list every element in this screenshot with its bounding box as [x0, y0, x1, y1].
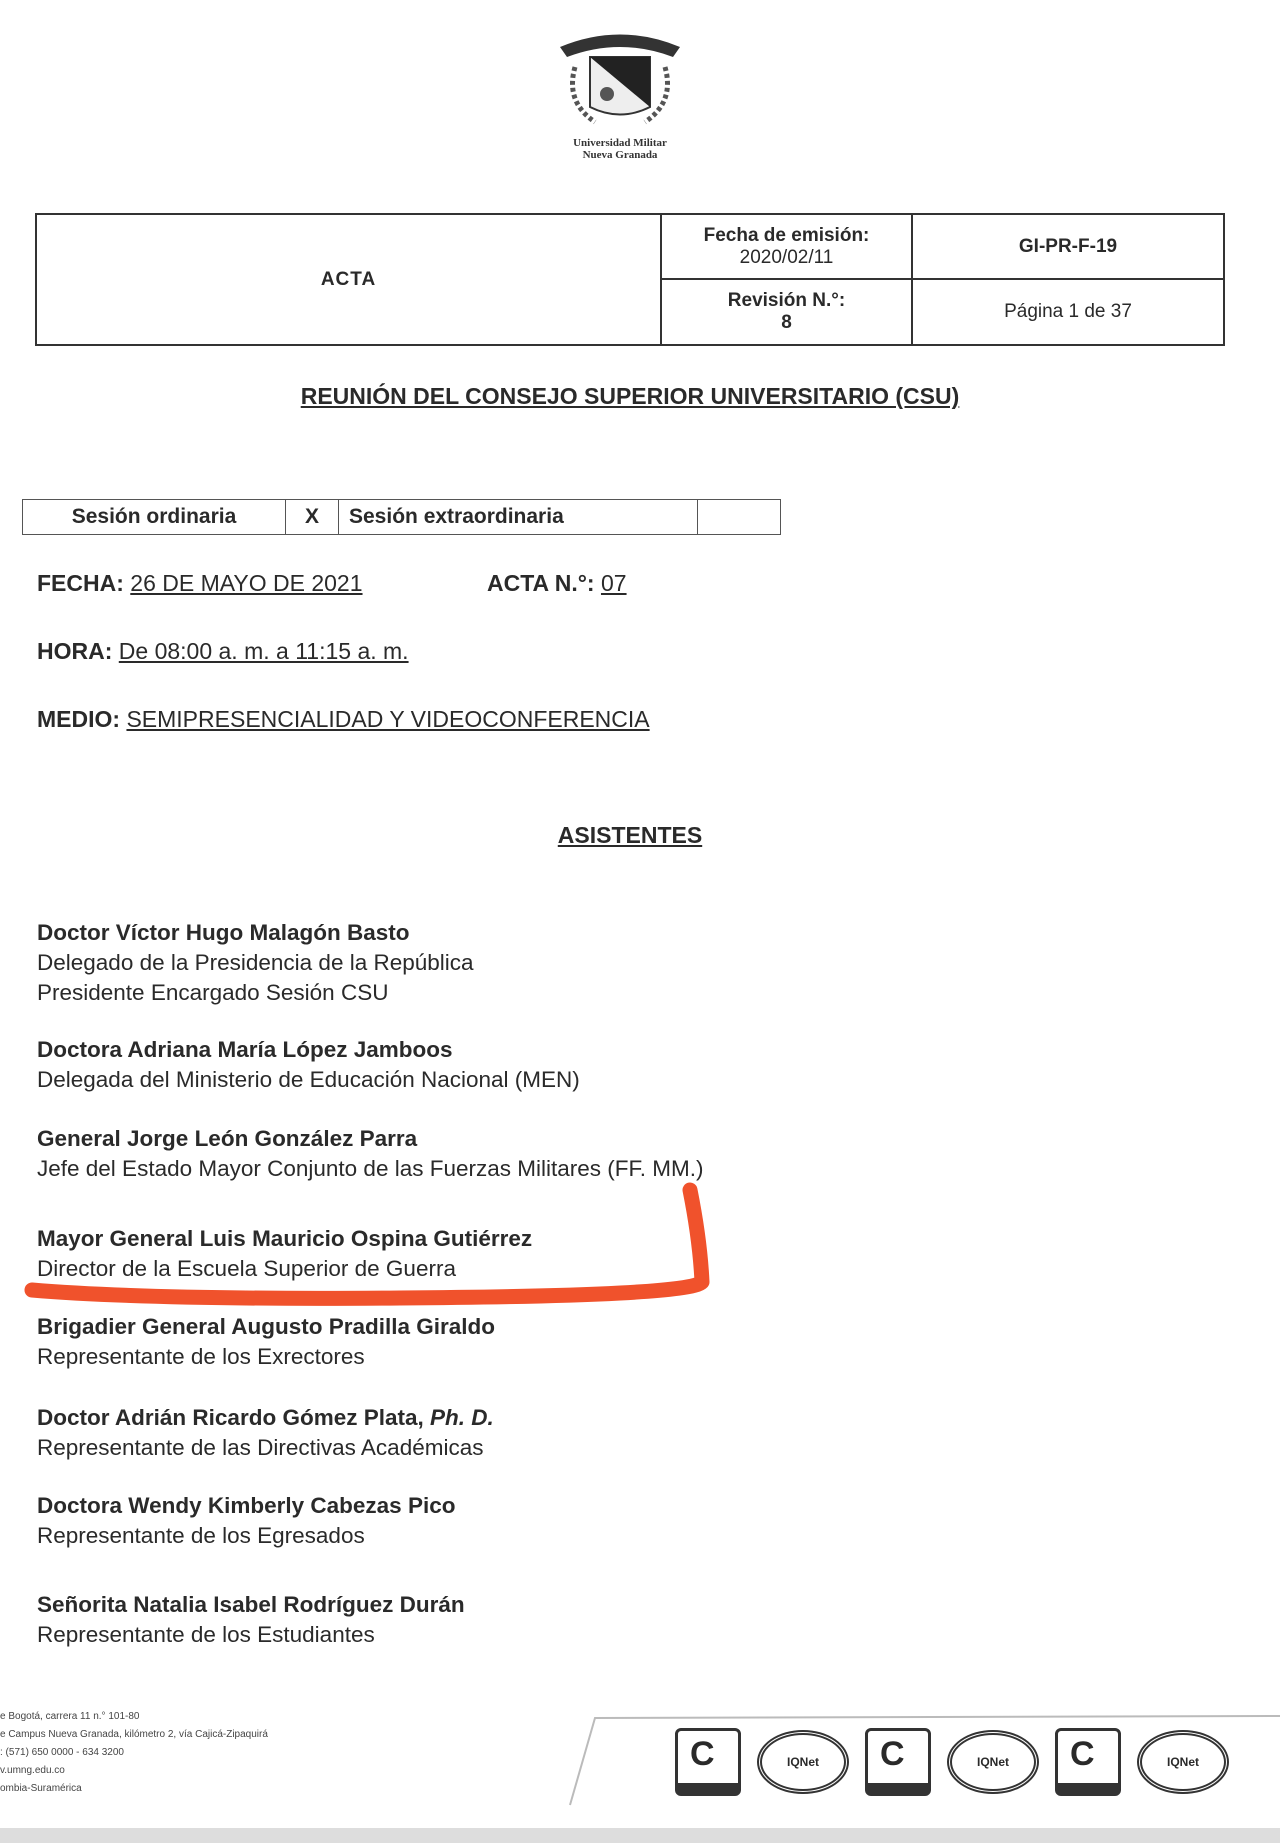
bottom-gray-bar — [0, 1828, 1280, 1843]
iqnet-badge-icon: IQNet — [757, 1730, 849, 1794]
footer-line: e Campus Nueva Granada, kilómetro 2, vía Cajicá-Zipaquirá — [0, 1729, 268, 1740]
time-value: De 08:00 a. m. a 11:15 a. m. — [118, 638, 409, 664]
medium-value: SEMIPRESENCIALIDAD Y VIDEOCONFERENCIA — [126, 706, 650, 732]
attendee-name: General Jorge León González Parra — [37, 1126, 418, 1151]
attendee-role: Representante de los Egresados — [37, 1523, 365, 1548]
revision-label: Revisión N.°: — [727, 290, 846, 311]
attendee-name: Mayor General Luis Mauricio Ospina Gutiérrez — [37, 1226, 533, 1251]
icontec-badge-icon: C — [865, 1728, 931, 1796]
iqnet-badge-icon: IQNet — [1137, 1730, 1229, 1794]
icontec-badge-icon: C — [675, 1728, 741, 1796]
footer-line: ombia-Suramérica — [0, 1783, 82, 1794]
document-type: ACTA — [36, 214, 661, 345]
logo-line-1: Universidad Militar — [573, 137, 667, 149]
attendee-role: Delegado de la Presidencia de la República — [37, 950, 474, 975]
icontec-badge-icon: C — [1055, 1728, 1121, 1796]
attendee-name: Doctora Adriana María López Jamboos — [37, 1037, 453, 1062]
attendee-name: Doctor Adrián Ricardo Gómez Plata, — [37, 1405, 424, 1430]
attendee-role: Jefe del Estado Mayor Conjunto de las Fuerzas Militares (FF. MM.) — [37, 1156, 704, 1181]
revision-number: 8 — [781, 312, 792, 333]
date-value: 26 DE MAYO DE 2021 — [130, 570, 363, 596]
certification-badges — [675, 1728, 1229, 1796]
session-ordinary-label: Sesión ordinaria — [23, 500, 286, 535]
attendees-heading: ASISTENTES — [557, 822, 703, 848]
footer-line: v.umng.edu.co — [0, 1765, 65, 1776]
attendee-role: Delegada del Ministerio de Educación Nacional (MEN) — [37, 1067, 580, 1092]
date-label: FECHA: — [37, 570, 124, 596]
session-ordinary-mark: X — [286, 500, 339, 535]
page-number: Página 1 de 37 — [912, 279, 1224, 345]
meeting-title: REUNIÓN DEL CONSEJO SUPERIOR UNIVERSITARIO (CSU) — [300, 383, 960, 409]
footer-line: e Bogotá, carrera 11 n.° 101-80 — [0, 1711, 140, 1722]
iqnet-badge-icon: IQNet — [947, 1730, 1039, 1794]
footer-line: : (571) 650 0000 - 634 3200 — [0, 1747, 124, 1758]
issue-date-label: Fecha de emisión: — [703, 224, 870, 246]
attendee-degree: Ph. D. — [430, 1405, 494, 1430]
footer-address — [0, 1708, 268, 1798]
attendee-name: Doctor Víctor Hugo Malagón Basto — [37, 920, 410, 945]
logo-line-2: Nueva Granada — [582, 149, 658, 161]
medium-label: MEDIO: — [37, 706, 121, 732]
issue-date: 2020/02/11 — [739, 246, 834, 268]
attendee-name: Señorita Natalia Isabel Rodríguez Durán — [37, 1592, 465, 1617]
attendee-name: Brigadier General Augusto Pradilla Giraldo — [37, 1314, 496, 1339]
attendee-role: Representante de las Directivas Académicas — [37, 1435, 484, 1460]
acta-number-value: 07 — [600, 570, 627, 596]
session-extraordinary-label: Sesión extraordinaria — [339, 500, 698, 535]
attendee-role: Representante de los Exrectores — [37, 1344, 365, 1369]
attendee-role: Presidente Encargado Sesión CSU — [37, 980, 389, 1005]
attendee-name: Doctora Wendy Kimberly Cabezas Pico — [37, 1493, 456, 1518]
attendee-role: Representante de los Estudiantes — [37, 1622, 375, 1647]
acta-number-label: ACTA N.°: — [487, 570, 595, 596]
attendee-role: Director de la Escuela Superior de Guerra — [37, 1256, 456, 1281]
time-label: HORA: — [37, 638, 113, 664]
document-code: GI-PR-F-19 — [912, 214, 1224, 279]
